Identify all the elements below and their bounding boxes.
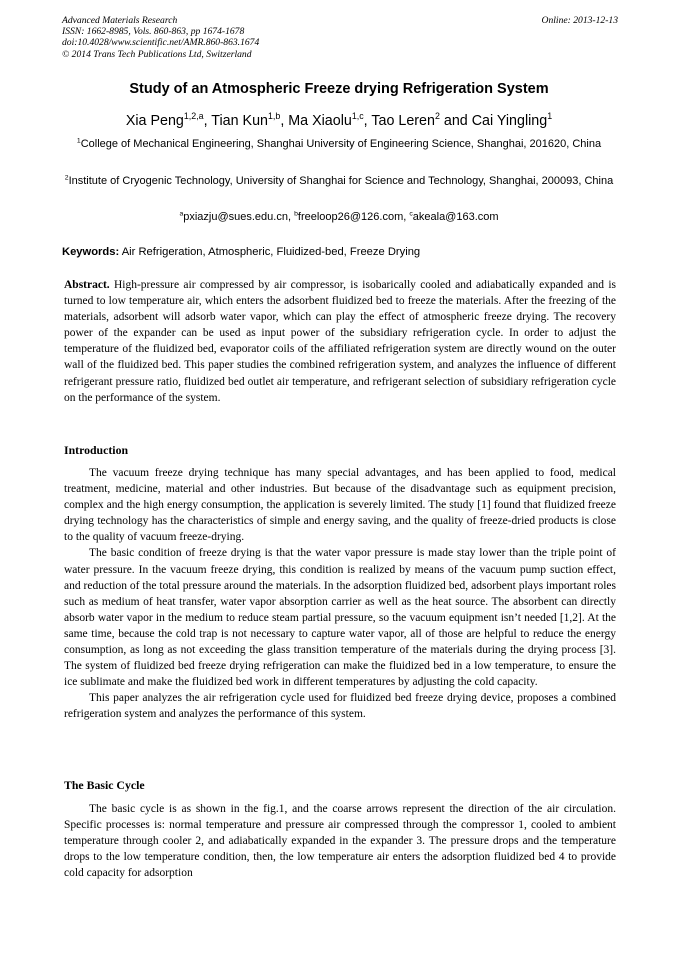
author-name: Tao Leren: [371, 113, 435, 129]
email-address[interactable]: akeala@163.com: [412, 211, 499, 223]
affiliation-mark: 2: [64, 174, 69, 182]
keywords-text: Air Refrigeration, Atmospheric, Fluidized-bed, Freeze Drying: [119, 246, 421, 258]
author-separator: ,: [280, 113, 289, 129]
paragraph: This paper analyzes the air refrigeration cycle used for fluidized bed freeze drying device, proposes a combined refrigeration system and analyzes the performance of this system.: [64, 692, 616, 721]
author-affiliation-mark: 1,c: [351, 111, 364, 122]
author-separator: and: [439, 113, 472, 129]
issn-line: ISSN: 1662-8985, Vols. 860-863, pp 1674-1678: [62, 26, 245, 38]
author-affiliation-mark: 1: [547, 111, 553, 122]
author-affiliation-mark: 2: [434, 111, 440, 122]
affiliation-1: [62, 137, 616, 152]
journal-header: [62, 15, 618, 60]
author-name: Tian Kun: [211, 113, 268, 129]
doi-line[interactable]: doi:10.4028/www.scientific.net/AMR.860-863.1674: [62, 37, 260, 49]
abstract-label: Abstract.: [64, 279, 110, 291]
email-separator: ,: [287, 211, 295, 223]
email-mark: b: [294, 210, 298, 218]
email-address[interactable]: freeloop26@126.com: [297, 211, 404, 223]
author-affiliation-mark: 1,2,a: [183, 111, 204, 122]
section-heading-introduction: Introduction: [64, 443, 129, 457]
email-list: [62, 210, 616, 225]
email-mark: c: [409, 210, 413, 218]
keywords-label: Keywords:: [62, 246, 120, 258]
copyright-line: © 2014 Trans Tech Publications Ltd, Switzerland: [62, 48, 252, 60]
affiliation-text: Institute of Cryogenic Technology, University of Shanghai for Science and Technology, Shanghai, 200093, China: [68, 175, 614, 187]
author-name: Ma Xiaolu: [288, 113, 352, 129]
journal-name: Advanced Materials Research: [62, 15, 178, 26]
paper-title: Study of an Atmospheric Freeze drying Refrigeration System: [129, 81, 549, 97]
affiliation-text: College of Mechanical Engineering, Shanghai University of Engineering Science, Shanghai, 201620, China: [80, 138, 602, 150]
affiliation-2: [62, 174, 616, 189]
paragraph: The basic condition of freeze drying is that the water vapor pressure is made stay lower than the triple point of water pressure. In the vacuum freeze drying, this condition is realized by means of the vacuum pump suction effect, and reduction of the total pressure around the materials. In the adsorption fluidized bed, adsorbent plays important roles such as medium of heat transfer, water vapor absorption carrier as well as the heat source. The absorbent can directly absorb water vapor in the medium to reduce steam partial pressure, so the vacuum equipment isn’t needed [1,2]. At the same time, because the cold trap is not necessary to capture water vapor, all of those are helpful to reduce the energy consumption, as long as not exceeding the glass transition temperature of the materials during the drying process [3]. The system of fluidized bed freeze drying refrigeration can make the fluidized bed in a low temperature, to ensure the ice sublimate and make the fluidized bed work in different temperatures by adjusting the cold capacity.: [64, 547, 616, 689]
abstract: [64, 277, 616, 406]
email-separator: ,: [403, 211, 410, 223]
section-heading-basic-cycle: The Basic Cycle: [64, 778, 145, 792]
affiliation-mark: 1: [76, 137, 81, 145]
abstract-text: High-pressure air compressed by air compressor, is isobarically cooled and adiabatically expanded and is turned to low temperature air, which enters the adsorbent fluidized bed to freeze the materials. After the freezing of the materials, adsorbent will adsorb water vapor, which can play the effect of atmospheric freeze drying. The recovery power of the expander can be used as input power of the subsidiary refrigeration cycle. In order to adjust the temperature of the fluidized bed, evaporator coils of the affiliated refrigeration system are directly wound on the outer wall of the fluidized bed. This paper studies the combined refrigeration system, and analyzes the influence of different refrigerant pressure ratio, fluidized bed outlet air temperature, and refrigerant selection of subsidiary refrigeration cycle on the performance of the system.: [64, 279, 616, 404]
author-name: Cai Yingling: [471, 113, 548, 129]
keywords: [62, 245, 616, 260]
author-affiliation-mark: 1,b: [267, 111, 281, 122]
basic-cycle-body: [64, 801, 616, 881]
paragraph: The vacuum freeze drying technique has many special advantages, and has been applied to food, medical treatment, medicine, material and other industries. But because of the disadvantage such as equipment precision, complex and the high energy consumption, the application is severely limited. The study [1] found that fluidized freeze drying technology has the characteristics of simple and energy saving, and the quality of freeze-dried products is close to the quality of vacuum freeze-drying.: [64, 467, 616, 544]
author-list: [62, 112, 616, 131]
author-separator: ,: [363, 113, 372, 129]
email-mark: a: [179, 210, 184, 218]
online-date: Online: 2013-12-13: [541, 15, 618, 26]
author-name: Xia Peng: [125, 113, 184, 129]
author-separator: ,: [203, 113, 212, 129]
paragraph: The basic cycle is as shown in the fig.1, and the coarse arrows represent the direction of the air circulation. Specific processes is: normal temperature and pressure air compressed through the compressor 1, cooled to ambient temperature through cooler 2, and adiabatically expanded in the expander 3. The pressure drops and the temperature drops to the low temperature condition, then, the low temperature air enters the adsorption fluidized bed 4 to provide cold capacity for adsorption: [64, 803, 616, 880]
email-address[interactable]: pxiazju@sues.edu.cn: [183, 211, 288, 223]
introduction-body: [64, 465, 616, 723]
